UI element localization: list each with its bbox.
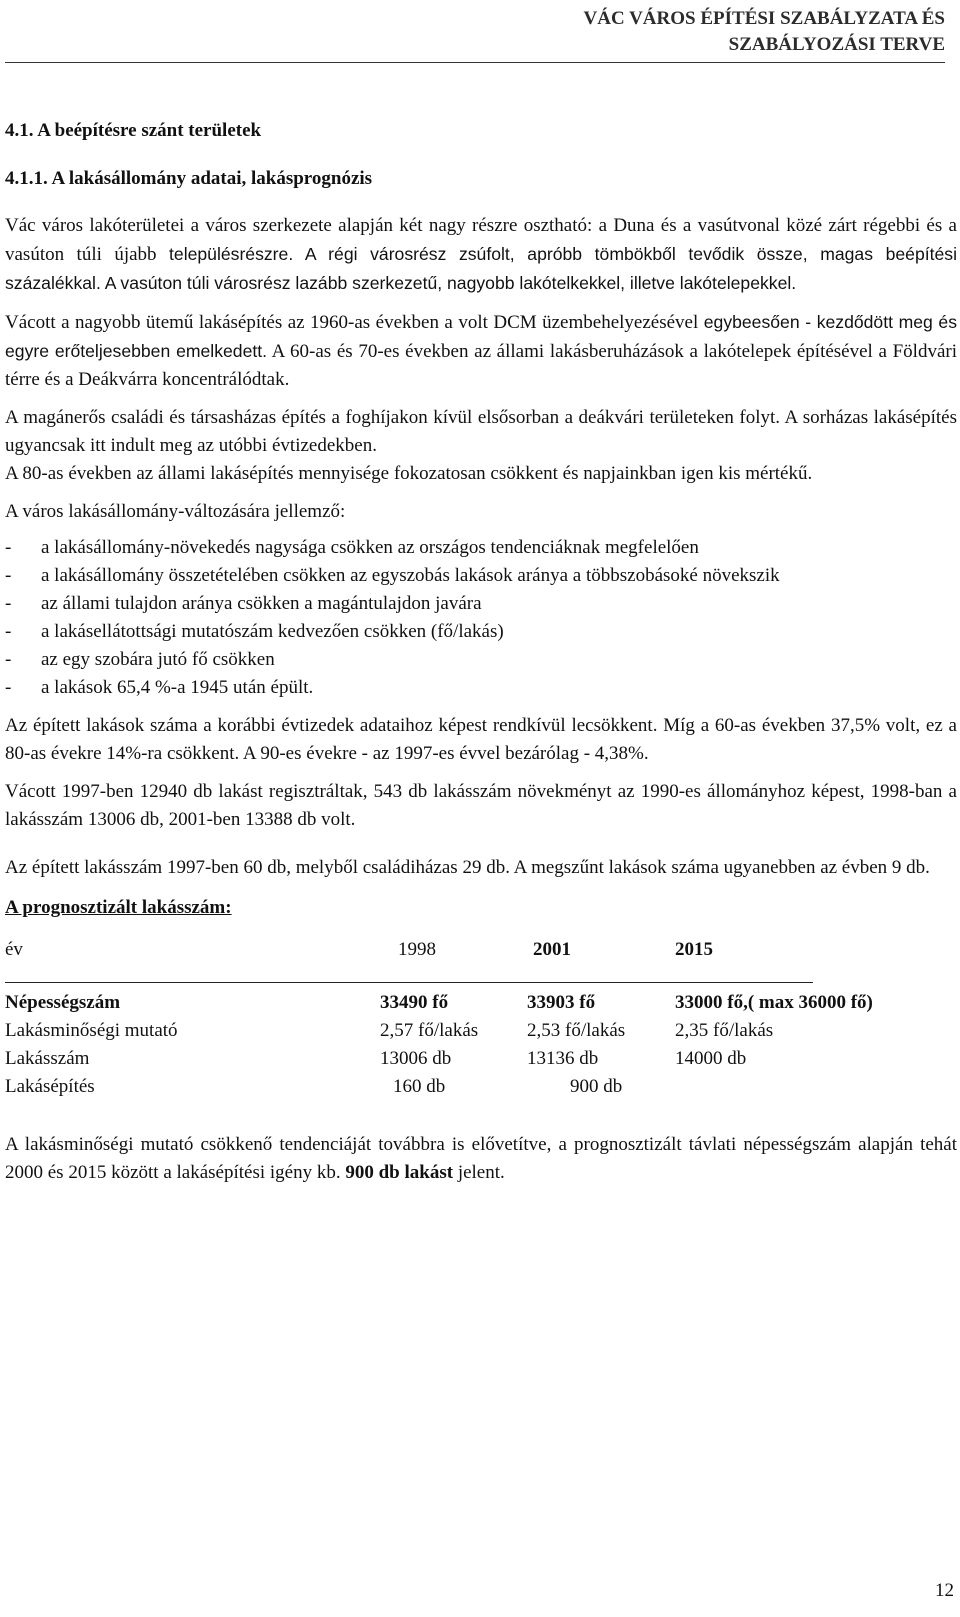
table-header-row xyxy=(5,936,957,964)
document-body xyxy=(5,118,957,1187)
table-row: Népességszám 33490 fő 33903 fő 33000 fő,( max 36000 fő) xyxy=(5,992,873,1013)
paragraph-1-sans: településrészre. A régi városrész zsúfolt, apróbb tömbökből tevődik össze, magas beépítési százalékkal. A vasúton túli városrész lazább szerkezetű, nagyobb lakótelkekkel, illetve lakótelepekkel. xyxy=(5,244,958,293)
paragraph-2 xyxy=(5,308,957,394)
highlight-count: 900 db lakást xyxy=(345,1162,454,1183)
list-item: - a lakásállomány összetételében csökken az egyszobás lakások aránya a többszobásoké növekszik xyxy=(5,562,957,590)
paragraph-3: A magánerős családi és társasházas építés a foghíjakon kívül elsősorban a deákvári területeken folyt. A sorházas lakásépítés ugyancsak itt indult meg az utóbbi évtizedekben. xyxy=(5,407,957,456)
table-row: Lakásépítés 160 db 900 db xyxy=(5,1076,623,1097)
list-item: - az állami tulajdon aránya csökken a magántulajdon javára xyxy=(5,590,957,618)
paragraph-1 xyxy=(5,212,957,298)
table-header-cell: 1998 xyxy=(398,939,436,960)
header-line-1: VÁC VÁROS ÉPÍTÉSI SZABÁLYZATA ÉS xyxy=(583,8,945,29)
table-row: Lakásszám 13006 db 13136 db 14000 db xyxy=(5,1048,747,1069)
paragraph-2-sans: egybeesően - kezdődött meg és egyre erőteljesebben emelkedett. xyxy=(5,312,958,361)
paragraph-2-b: A 60-as és 70-es években az állami lakásberuházások a lakótelepek építésével a Földvári térre és a Deákvárra koncentrálódtak. xyxy=(5,341,957,390)
list-dash: - xyxy=(5,593,12,614)
table-header-cell: 2015 xyxy=(675,939,713,960)
paragraph-5: Az épített lakások száma a korábbi évtizedek adataihoz képest rendkívül lecsökkent. Míg a 60-as években 37,5% volt, ez a 80-as évekre 14%-ra csökkent. A 90-es évekre - az 1997-es évvel bezárólag - 4,38%. xyxy=(5,715,957,764)
list-dash: - xyxy=(5,649,12,670)
table-divider xyxy=(5,982,813,983)
paragraph-4: A 80-as években az állami lakásépítés mennyisége fokozatosan csökkent és napjainkban igen kis mértékű. xyxy=(5,463,813,484)
paragraph-7: Az épített lakásszám 1997-ben 60 db, melyből családiházas 29 db. A megszűnt lakások száma ugyanebben az évben 9 db. xyxy=(5,857,930,878)
table-row: Lakásminőségi mutató 2,57 fő/lakás 2,53 fő/lakás 2,35 fő/lakás xyxy=(5,1020,774,1041)
prognosis-title: A prognosztizált lakásszám: xyxy=(5,897,232,918)
subsection-title: 4.1.1. A lakásállomány adatai, lakásprognózis xyxy=(5,168,373,189)
header-divider xyxy=(5,62,945,63)
paragraph-8: A lakásminőségi mutató csökkenő tendenciáját továbbra is elővetítve, a prognosztizált távlati népességszám alapján tehát 2000 és 2015 között a lakásépítési igény kb. 900 db lakást jelent. xyxy=(5,1134,957,1183)
page-number: 12 xyxy=(935,1580,954,1601)
paragraph-6: Vácott 1997-ben 12940 db lakást regisztráltak, 543 db lakásszám növekményt az 1990-es állományhoz képest, 1998-ban a lakásszám 13006 db, 2001-ben 13388 db volt. xyxy=(5,781,957,830)
list-item: - a lakások 65,4 %-a 1945 után épült. xyxy=(5,674,957,702)
document-header xyxy=(0,6,945,58)
list-item: - az egy szobára jutó fő csökken xyxy=(5,646,957,674)
list-item: - a lakásellátottsági mutatószám kedvezően csökken (fő/lakás) xyxy=(5,618,957,646)
table-header-cell: 2001 xyxy=(533,939,571,960)
paragraph-2-a: Vácott a nagyobb ütemű lakásépítés az 1960-as években a volt DCM üzembehelyezésével xyxy=(5,312,699,333)
section-title: 4.1. A beépítésre szánt területek xyxy=(5,120,262,141)
list-dash: - xyxy=(5,677,12,698)
list-dash: - xyxy=(5,565,12,586)
paragraph-1-serif: Vác város lakóterületei a város szerkezete alapján két nagy részre osztható: a Duna és a vasútvonal közé zárt régebbi és a vasúton túli újabb xyxy=(5,215,957,265)
list-intro: A város lakásállomány-változására jellemző: xyxy=(5,501,346,522)
characteristics-list xyxy=(5,534,957,702)
table-header-cell: év xyxy=(5,939,23,960)
list-dash: - xyxy=(5,621,12,642)
header-line-2: SZABÁLYOZÁSI TERVE xyxy=(728,34,945,55)
prognosis-table xyxy=(5,936,957,1101)
list-dash: - xyxy=(5,537,12,558)
list-item: - a lakásállomány-növekedés nagysága csökken az országos tendenciáknak megfelelően xyxy=(5,534,957,562)
